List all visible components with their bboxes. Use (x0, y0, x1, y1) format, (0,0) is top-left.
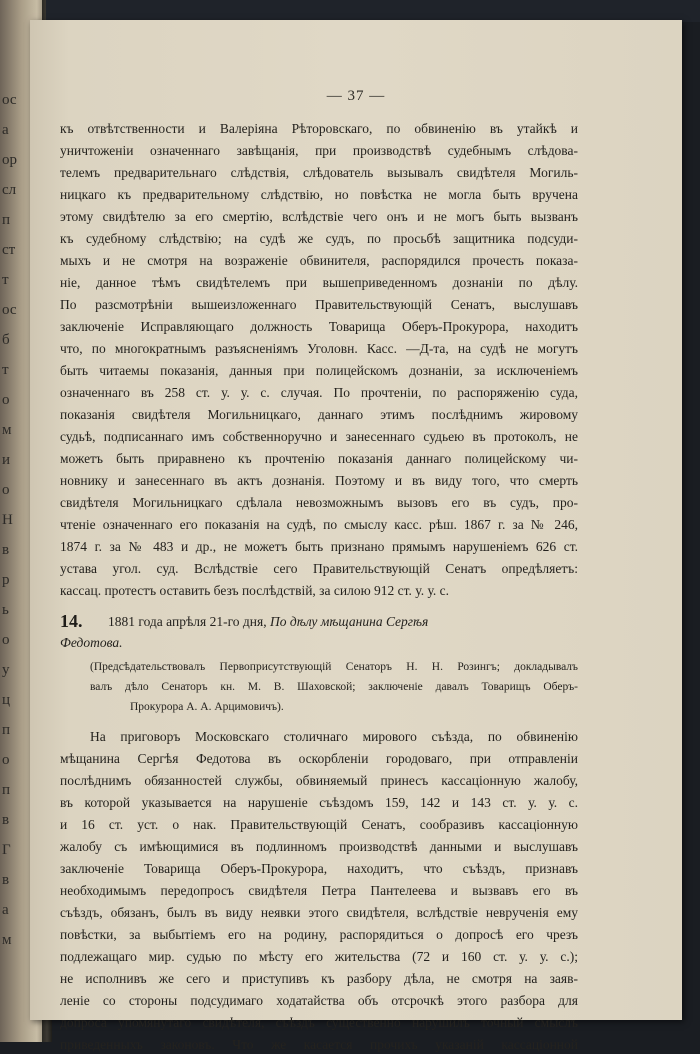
text-line: ницкаго къ предварительному слѣдствію, но повѣстка не могла быть вручена (60, 187, 578, 202)
text-line: приведенныхъ законовъ. Что же касается прочихъ указаній кассаціонной (60, 1037, 578, 1052)
text-line: На приговоръ Московскаго столичнаго мирового съѣзда, по обвиненію (90, 729, 578, 744)
facing-page-fragment: ос (2, 302, 17, 318)
facing-page-fragment: у (2, 662, 10, 678)
text-line: показанія свидѣтеля Могильницкаго, даннаго этимъ послѣднимъ жировому (60, 407, 578, 422)
text-line: заключеніе Товарища Оберъ-Прокурора, находитъ, что съѣздъ, признавъ (60, 861, 578, 876)
facing-page-fragment: Г (2, 842, 11, 858)
facing-page-fragment: ь (2, 602, 9, 618)
text-line: новнику и занесеннаго въ актъ дознанія. Поэтому и въ виду того, что смерть (60, 473, 578, 488)
text-line: телемъ предварительнаго слѣдствія, слѣдователь вызывалъ свидѣтеля Могиль- (60, 165, 578, 180)
text-line: подлежащаго мир. судью по мѣсту его жительства (72 и 160 ст. у. у. с.); (60, 949, 578, 964)
text-line: къ отвѣтственности и Валеріяна Рѣторовскаго, по обвиненію въ утайкѣ и (60, 121, 578, 136)
facing-page-fragment: ор (2, 152, 17, 168)
text-line: повѣстки, за выбытіемъ его на родину, распорядиться о допросѣ его чрезъ (60, 927, 578, 942)
text-line: быть читаемы показанія, данныя при полицейскомъ дознаніи, за исключеніемъ (60, 363, 578, 378)
facing-page-fragment: о (2, 752, 10, 768)
facing-page-fragment: п (2, 212, 11, 228)
text-line: уничтоженіи означеннаго завѣщанія, при производствѣ судебнымъ слѣдова- (60, 143, 578, 158)
text-line: устава угол. суд. Вслѣдствіе сего Правительствующій Сенатъ опредѣляетъ: (60, 561, 578, 576)
text-line: необходимымъ передопросъ свидѣтеля Петра Пантелеева и вызвавъ его въ (60, 883, 578, 898)
facing-page-fragment: ст (2, 242, 16, 258)
text-line: ніе, данное тѣмъ свидѣтелемъ при вышеприведенномъ дознаніи по дѣлу. (60, 275, 578, 290)
text-line: леніе со стороны подсудимаго ходатайства объ отсрочкѣ этого разбора для (60, 993, 578, 1008)
case-title-continued: Федотова. (60, 635, 123, 650)
facing-page-fragment: р (2, 572, 10, 588)
facing-page-fragment: о (2, 482, 10, 498)
facing-page-fragment: о (2, 632, 10, 648)
text-line: жалобу съ имѣющимися въ подлинномъ производствѣ данными и выслушавъ (60, 839, 578, 854)
facing-page-fragment: м (2, 932, 12, 948)
text-line: свидѣтеля Могильницкаго сдѣлала невозможнымъ вызовъ его въ судъ, про- (60, 495, 578, 510)
facing-page-fragment: т (2, 272, 9, 288)
book-cover-edge (46, 0, 700, 22)
facing-page-fragment: в (2, 812, 10, 828)
facing-page-fragment: п (2, 722, 11, 738)
text-line: судьѣ, подписаннаго имъ собственноручно и занесеннаго судьею въ протоколъ, не (60, 429, 578, 444)
text-line: что, по многократнымъ разъясненіямъ Уголовн. Касс. —Д-та, на судѣ не могутъ (60, 341, 578, 356)
text-line: не исполнивъ же сего и приступивъ къ разбору дѣла, не смотря на заяв- (60, 971, 578, 986)
document-page (30, 20, 682, 1052)
page-number: — 37 — (326, 88, 386, 104)
presiding-line: (Предсѣдательствовалъ Первоприсутствующій Сенаторъ Н. Н. Розингъ; докладывалъ (90, 661, 578, 673)
text-line: съѣздъ, обязанъ, былъ въ виду неявки этого свидѣтеля, вслѣдствіе неврученія ему (60, 905, 578, 920)
case-number: 14. (60, 611, 83, 631)
facing-page-fragment: сл (2, 182, 17, 198)
case-date: 1881 года апрѣля 21-го дня, (108, 614, 267, 629)
facing-page-fragment: ос (2, 92, 17, 108)
text-line: и 16 ст. уст. о нак. Правительствующій Сенатъ, сообразивъ кассаціонную (60, 817, 578, 832)
facing-page-fragment: в (2, 542, 10, 558)
text-line: По разсмотрѣніи вышеизложеннаго Правительствующій Сенатъ, выслушавъ (60, 297, 578, 312)
text-line: мыхъ и не смотря на возраженіе обвинителя, распорядился прочесть показа- (60, 253, 578, 268)
text-line: этому свидѣтелю за его смертію, вслѣдствіе чего онъ и не могъ быть вызванъ (60, 209, 578, 224)
facing-page-fragment: б (2, 332, 10, 348)
text-line: чтеніе означеннаго его показанія на судѣ, по смыслу касс. рѣш. 1867 г. за № 246, (60, 517, 578, 532)
facing-page-fragment: п (2, 782, 11, 798)
text-line: заключеніе Исправляющаго должность Товарища Оберъ-Прокурора, находитъ (60, 319, 578, 334)
facing-page-fragment: ц (2, 692, 11, 708)
text-line: мѣщанина Сергѣя Федотова въ оскорбленіи городоваго, при отправленіи (60, 751, 578, 766)
facing-page-fragment: и (2, 452, 11, 468)
facing-page-fragment: а (2, 902, 9, 918)
case-title: По дѣлу мѣщанина Сергѣя (270, 614, 429, 629)
case-heading (108, 614, 578, 630)
presiding-line: валъ дѣло Сенаторъ кн. М. В. Шаховской; заключеніе давалъ Товарищъ Оберъ- (90, 681, 578, 693)
text-line: послѣднимъ обязанностей службы, обвиняемый принесъ кассаціонную жалобу, (60, 773, 578, 788)
text-line: можетъ быть приравнено къ прочтенію показанія даннаго полицейскому чи- (60, 451, 578, 466)
text-line: 1874 г. за № 483 и др., не можетъ быть признано прямымъ нарушеніемъ 626 ст. (60, 539, 578, 554)
facing-page-fragment: а (2, 122, 9, 138)
facing-page-fragment: м (2, 422, 12, 438)
text-line: къ судебному слѣдствію; на судѣ же судъ, по просьбѣ защитника подсуди- (60, 231, 578, 246)
text-line: въ которой указывается на нарушеніе съѣздомъ 159, 142 и 143 ст. у. у. с. (60, 795, 578, 810)
facing-page-fragment: Н (2, 512, 13, 528)
text-line: допроса упомянутаго свидѣтеля, съѣздъ существенно нарушилъ точный смыслъ (60, 1015, 578, 1030)
text-line: означеннаго въ 258 ст. у. у. с. случая. По прочтеніи, по распоряженію суда, (60, 385, 578, 400)
presiding-line: Прокурора А. А. Арцимовичъ). (130, 701, 284, 713)
facing-page-fragment: в (2, 872, 10, 888)
facing-page-fragment: о (2, 392, 10, 408)
text-line: кассац. протестъ оставить безъ послѣдствій, за силою 912 ст. у. у. с. (60, 583, 449, 598)
facing-page-fragment: т (2, 362, 9, 378)
